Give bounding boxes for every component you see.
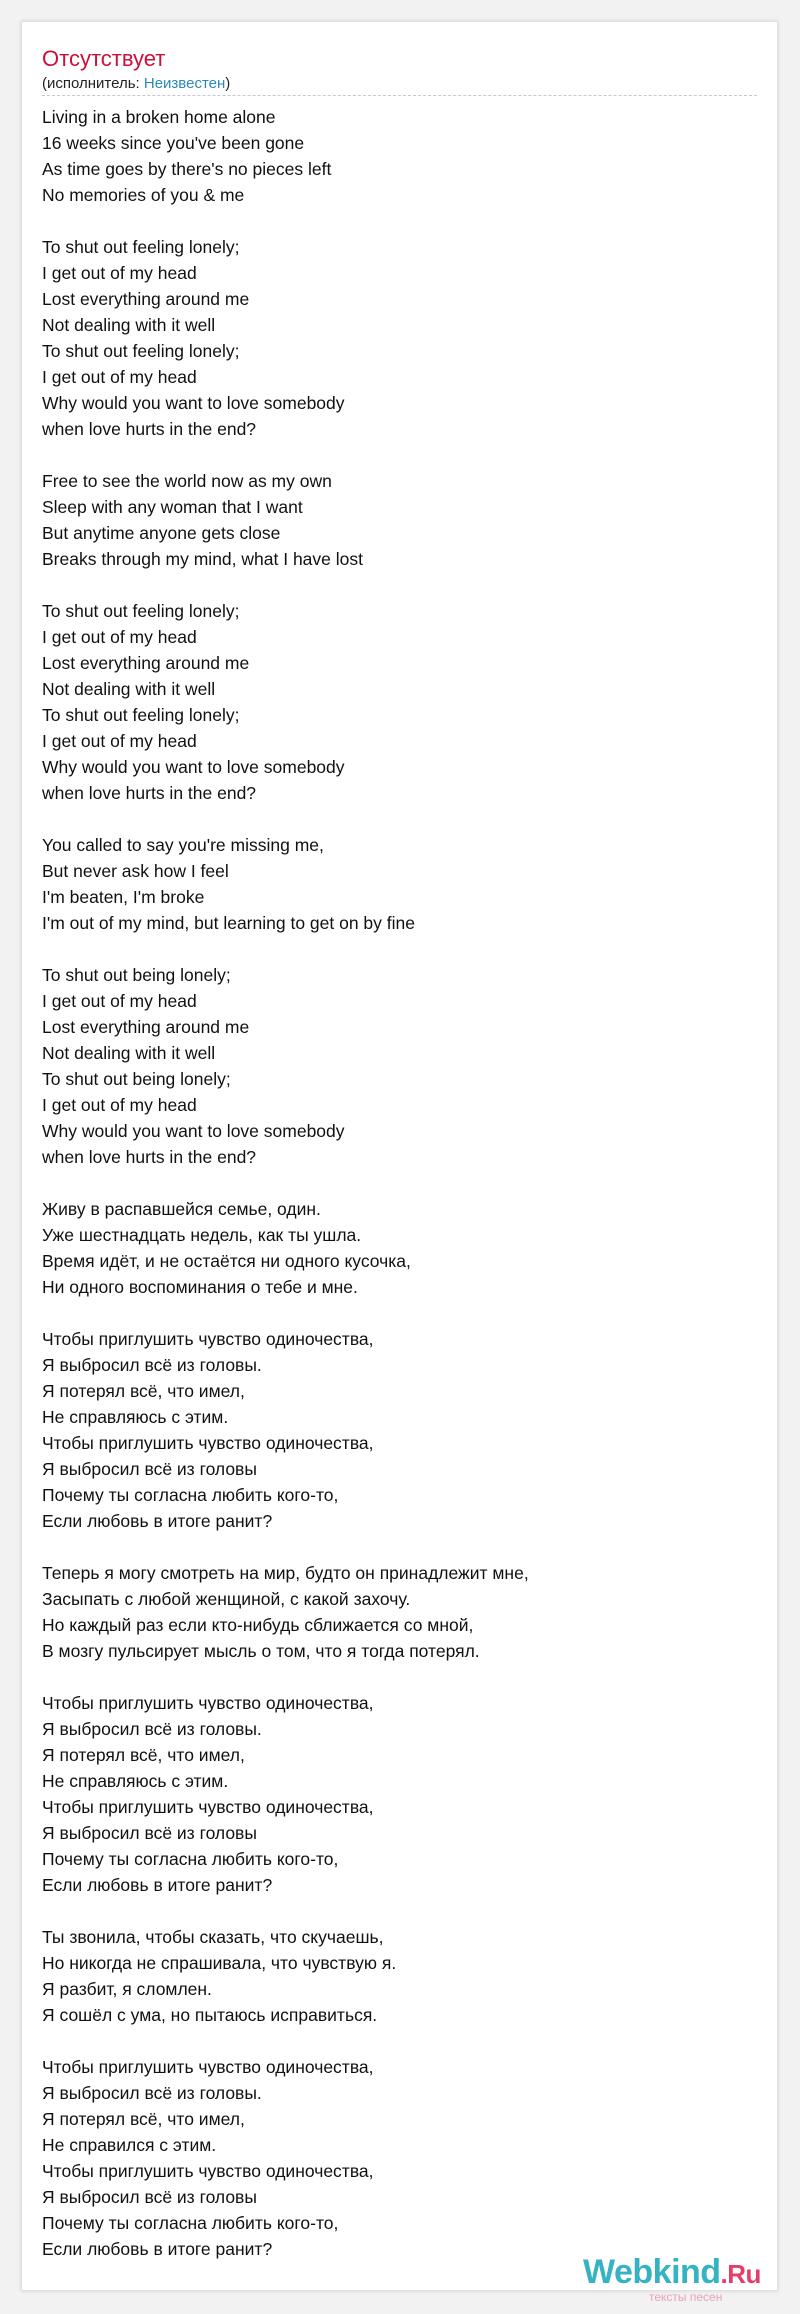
lyric-line: when love hurts in the end? <box>42 1147 257 1167</box>
artist-line <box>42 74 230 94</box>
site-logo[interactable] <box>561 2252 761 2308</box>
lyrics-stanza <box>42 832 752 936</box>
lyric-line: Я потерял всё, что имел, <box>42 1745 245 1765</box>
lyric-line: I get out of my head <box>42 991 197 1011</box>
lyric-line: To shut out feeling lonely; <box>42 341 240 361</box>
lyric-line: To shut out feeling lonely; <box>42 237 240 257</box>
lyric-line: Not dealing with it well <box>42 315 216 335</box>
logo-tld: .Ru <box>720 2259 761 2289</box>
lyric-line: Чтобы приглушить чувство одиночества, <box>42 1433 374 1453</box>
lyric-line: No memories of you & me <box>42 185 245 205</box>
artist-link[interactable]: Неизвестен <box>143 75 226 92</box>
lyric-line: Почему ты согласна любить кого-то, <box>42 1849 339 1869</box>
lyric-line: I'm beaten, I'm broke <box>42 887 205 907</box>
lyric-line: Living in a broken home alone <box>42 107 276 127</box>
lyric-line: Ты звонила, чтобы сказать, что скучаешь, <box>42 1927 384 1947</box>
lyric-line: Я выбросил всё из головы. <box>42 1355 262 1375</box>
lyric-line: To shut out being lonely; <box>42 965 231 985</box>
artist-prefix: (исполнитель: <box>42 75 144 92</box>
artist-suffix: ) <box>225 75 231 92</box>
lyric-line: Но никогда не спрашивала, что чувствую я. <box>42 1953 397 1973</box>
lyric-line: Почему ты согласна любить кого-то, <box>42 2213 339 2233</box>
lyrics-stanza <box>42 234 752 442</box>
lyric-line: Я сошёл с ума, но пытаюсь исправиться. <box>42 2005 378 2025</box>
lyric-line: Why would you want to love somebody <box>42 757 345 777</box>
lyric-line: Чтобы приглушить чувство одиночества, <box>42 2057 374 2077</box>
song-title: Отсутствует <box>42 46 166 71</box>
lyrics-stanza <box>42 962 752 1170</box>
lyric-line: Живу в распавшейся семье, один. <box>42 1199 321 1219</box>
lyric-line: В мозгу пульсирует мысль о том, что я тогда потерял. <box>42 1641 480 1661</box>
lyric-line: Я выбросил всё из головы <box>42 1823 257 1843</box>
lyric-line: 16 weeks since you've been gone <box>42 133 305 153</box>
lyrics-stanza <box>42 1560 752 1664</box>
lyric-line: Не справился с этим. <box>42 2135 217 2155</box>
lyric-line: Я потерял всё, что имел, <box>42 1381 245 1401</box>
lyric-line: Но каждый раз если кто-нибудь сближается со мной, <box>42 1615 474 1635</box>
lyric-line: Lost everything around me <box>42 1017 250 1037</box>
lyric-line: Почему ты согласна любить кого-то, <box>42 1485 339 1505</box>
logo-tagline: тексты песен <box>649 2290 723 2304</box>
lyric-line: Чтобы приглушить чувство одиночества, <box>42 2161 374 2181</box>
lyric-line: Я выбросил всё из головы <box>42 1459 257 1479</box>
lyric-line: But never ask how I feel <box>42 861 229 881</box>
lyrics-body <box>42 104 752 2288</box>
lyric-line: Теперь я могу смотреть на мир, будто он принадлежит мне, <box>42 1563 529 1583</box>
lyric-line: Уже шестнадцать недель, как ты ушла. <box>42 1225 362 1245</box>
lyric-line: when love hurts in the end? <box>42 419 257 439</box>
lyric-line: As time goes by there's no pieces left <box>42 159 332 179</box>
lyrics-card <box>21 21 778 2291</box>
lyric-line: Why would you want to love somebody <box>42 1121 345 1141</box>
lyrics-stanza <box>42 1326 752 1534</box>
lyric-line: But anytime anyone gets close <box>42 523 281 543</box>
lyrics-stanza <box>42 468 752 572</box>
lyric-line: Я разбит, я сломлен. <box>42 1979 212 1999</box>
lyric-line: I get out of my head <box>42 731 197 751</box>
lyrics-stanza <box>42 1196 752 1300</box>
logo-name: Webkind <box>583 2253 721 2291</box>
logo-wordmark <box>583 2252 761 2294</box>
lyric-line: Если любовь в итоге ранит? <box>42 1875 273 1895</box>
lyric-line: Sleep with any woman that I want <box>42 497 303 517</box>
lyric-line: I'm out of my mind, but learning to get on by fine <box>42 913 415 933</box>
lyric-line: Я потерял всё, что имел, <box>42 2109 245 2129</box>
lyric-line: Засыпать с любой женщиной, с какой захочу. <box>42 1589 411 1609</box>
lyric-line: Я выбросил всё из головы <box>42 2187 257 2207</box>
lyric-line: Breaks through my mind, what I have lost <box>42 549 363 569</box>
lyric-line: Не справляюсь с этим. <box>42 1407 229 1427</box>
lyric-line: I get out of my head <box>42 1095 197 1115</box>
lyric-line: Why would you want to love somebody <box>42 393 345 413</box>
lyric-line: I get out of my head <box>42 263 197 283</box>
lyric-line: To shut out feeling lonely; <box>42 705 240 725</box>
lyric-line: To shut out feeling lonely; <box>42 601 240 621</box>
lyric-line: Не справляюсь с этим. <box>42 1771 229 1791</box>
lyric-line: Время идёт, и не остаётся ни одного кусочка, <box>42 1251 411 1271</box>
lyric-line: Чтобы приглушить чувство одиночества, <box>42 1797 374 1817</box>
lyric-line: Если любовь в итоге ранит? <box>42 2239 273 2259</box>
lyrics-stanza <box>42 1690 752 1898</box>
lyrics-stanza <box>42 2054 752 2262</box>
lyric-line: Если любовь в итоге ранит? <box>42 1511 273 1531</box>
lyric-line: Ни одного воспоминания о тебе и мне. <box>42 1277 358 1297</box>
lyric-line: Not dealing with it well <box>42 1043 216 1063</box>
header-divider <box>42 95 757 96</box>
lyric-line: Lost everything around me <box>42 653 250 673</box>
lyrics-stanza <box>42 1924 752 2028</box>
lyric-line: when love hurts in the end? <box>42 783 257 803</box>
lyric-line: I get out of my head <box>42 367 197 387</box>
lyric-line: Чтобы приглушить чувство одиночества, <box>42 1329 374 1349</box>
lyric-line: Free to see the world now as my own <box>42 471 332 491</box>
lyric-line: Lost everything around me <box>42 289 250 309</box>
lyrics-stanza <box>42 598 752 806</box>
lyric-line: You called to say you're missing me, <box>42 835 324 855</box>
lyric-line: Чтобы приглушить чувство одиночества, <box>42 1693 374 1713</box>
lyric-line: I get out of my head <box>42 627 197 647</box>
lyric-line: To shut out being lonely; <box>42 1069 231 1089</box>
lyric-line: Not dealing with it well <box>42 679 216 699</box>
lyric-line: Я выбросил всё из головы. <box>42 2083 262 2103</box>
lyrics-stanza <box>42 104 752 208</box>
lyric-line: Я выбросил всё из головы. <box>42 1719 262 1739</box>
